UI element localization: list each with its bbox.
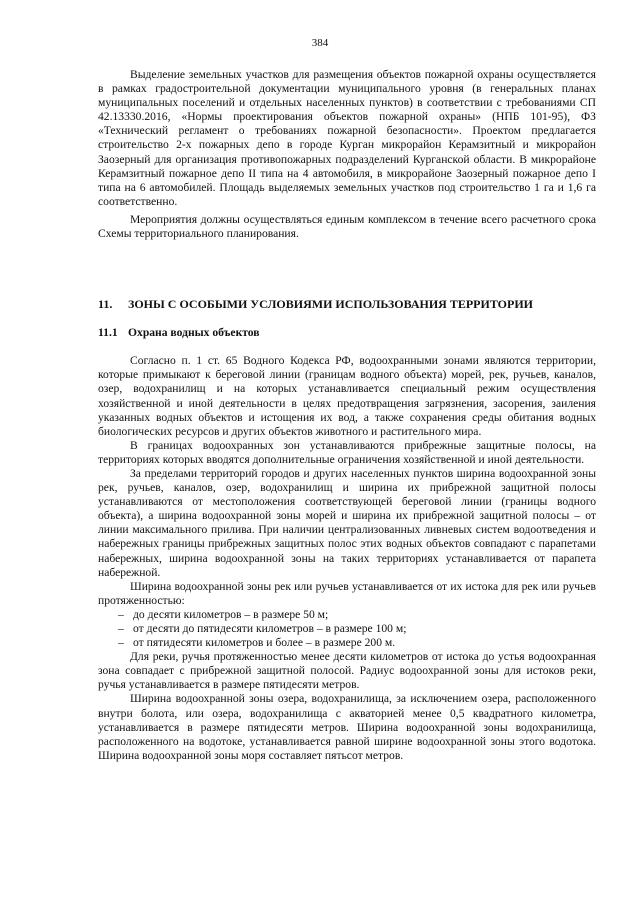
subsection-title: Охрана водных объектов — [128, 326, 260, 340]
list-item — [118, 622, 596, 636]
list-dash: – — [118, 607, 124, 621]
page-number: 384 — [311, 37, 329, 49]
intro-paragraph: Выделение земельных участков для размещения объектов пожарной охраны осуществляется в рамках градостроительной документации муниципального уровня (в генеральных планах муниципальных поселений и отдельных населенных пунктов) в соответствии с требованиями СП 42.13330.2016, «Нормы проектирования объектов пожарной охраны» (НПБ 101-95), ФЗ «Технический регламент о требованиях пожарной безопасности». Проектом предлагается строительство 2-х пожарных депо в городе Курган микрорайон Керамзитный и микрорайон Заозерный для организация противопожарных подразделений Курганской области. В микрорайоне Керамзитный пожарное депо II типа на 4 автомобиля, в микрорайоне Заозерный пожарное депо I типа на 6 автомобилей. Площадь выделяемых земельных участков под строительство 1 га и 1,6 га соответственно. — [98, 68, 596, 208]
body-paragraph: За пределами территорий городов и других населенных пунктов ширина водоохранной зоны рек, ручьев, каналов, озер, водохранилищ и ширина их прибрежной защитной полосы устанавливаются от местоположения соответствующей береговой линии (границы водного объекта), а ширина водоохранной зоны морей и ширина их прибрежной защитной полосы – от линии максимального прилива. При наличии централизованных ливневых систем водоотведения и набережных границы прибрежных защитных полос этих водных объектов совпадают с парапетами набережных, ширина водоохранной зоны на таких территориях устанавливается от парапета набережной. — [98, 466, 596, 579]
list-item-text: от десяти до пятидесяти километров – в размере 100 м; — [133, 622, 407, 635]
body-paragraph: Для реки, ручья протяженностью менее десяти километров от истока до устья водоохранная зона совпадает с прибрежной защитной полосой. Радиус водоохранной зоны для истоков реки, ручья устанавливается в размере пятидесяти метров. — [98, 650, 596, 692]
page-content — [98, 68, 596, 763]
list-dash: – — [118, 622, 124, 635]
subsection-number: 11.1 — [98, 326, 118, 340]
section-number: 11. — [98, 297, 113, 312]
section-heading — [98, 297, 596, 312]
body-paragraph: Согласно п. 1 ст. 65 Водного Кодекса РФ, водоохранными зонами являются территории, которые примыкают к береговой линии (границам водного объекта) морей, рек, ручьев, каналов, озер, водохранилищ и на которых устанавливается специальный режим осуществления хозяйственной и иной деятельности в целях предотвращения загрязнения, засорения, заиления указанных водных объектов и истощения их вод, а также сохранения среды обитания водных биологических ресурсов и других объектов животного и растительного мира. — [98, 354, 596, 438]
section-title: ЗОНЫ С ОСОБЫМИ УСЛОВИЯМИ ИСПОЛЬЗОВАНИЯ ТЕРРИТОРИИ — [128, 297, 534, 312]
list-item — [118, 636, 596, 650]
body-paragraph: В границах водоохранных зон устанавливаются прибрежные защитные полосы, на территориях которых вводятся дополнительные ограничения хозяйственной и иной деятельности. — [98, 438, 596, 466]
list-item-text: до десяти километров – в размере 50 м; — [133, 607, 329, 621]
intro-paragraph: Мероприятия должны осуществляться единым комплексом в течение всего расчетного срока Схемы территориального планирования. — [98, 212, 596, 241]
subsection-heading — [98, 326, 596, 340]
list-item-text: от пятидесяти километров и более – в размере 200 м. — [133, 636, 396, 650]
list-item — [118, 608, 596, 622]
body-paragraph: Ширина водоохранной зоны рек или ручьев устанавливается от их истока для рек или ручьев протяженностью: — [98, 579, 596, 607]
body-paragraph: Ширина водоохранной зоны озера, водохранилища, за исключением озера, расположенного внутри болота, или озера, водохранилища с акваторией менее 0,5 квадратного километра, устанавливается в размере пятидесяти метров. Ширина водоохранной зоны водохранилища, расположенного на водотоке, устанавливается равной ширине водоохранной зоны этого водотока. Ширина водоохранной зоны моря составляет пятьсот метров. — [98, 692, 596, 762]
list-dash: – — [118, 636, 124, 650]
distance-list — [98, 608, 596, 650]
